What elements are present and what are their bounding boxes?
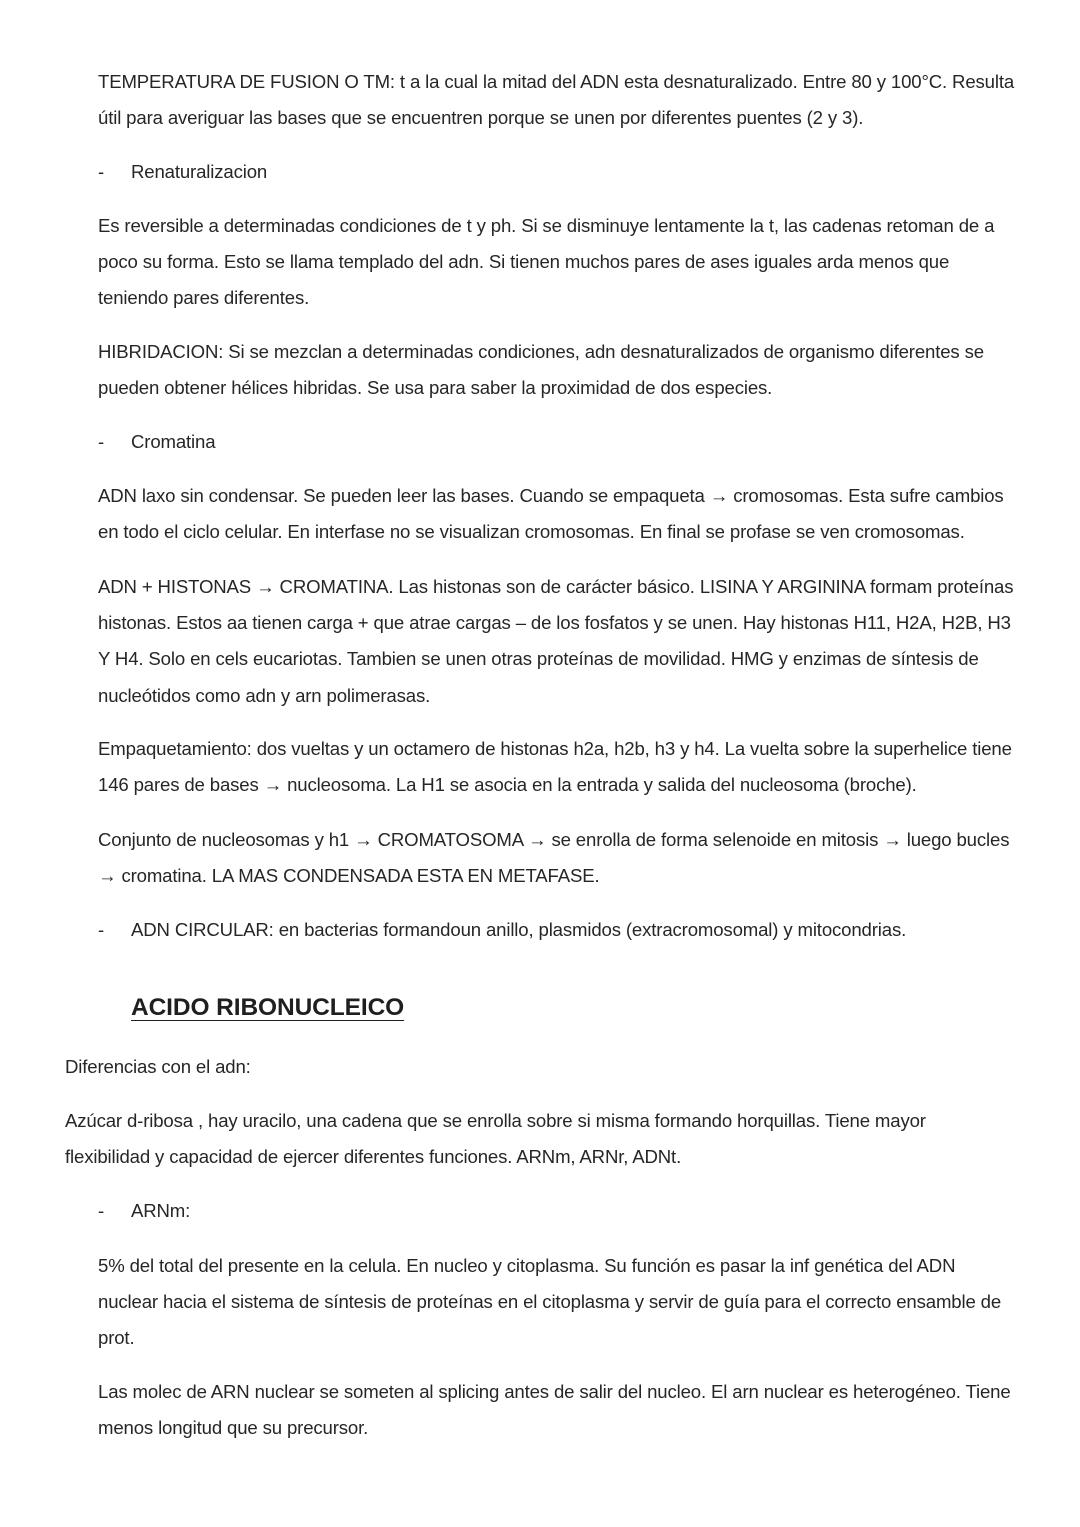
paragraph-hybridization: HIBRIDACION: Si se mezclan a determinadas condiciones, adn desnaturalizados de organismo diferentes se pueden obtener hélices hibridas. Se usa para saber la proximidad de dos especies. — [98, 341, 984, 399]
paragraph-chromatosome: Conjunto de nucleosomas y h1 → CROMATOSOMA → se enrolla de forma selenoide en mitosis → luego bucles → cromatina. LA MAS CONDENSADA ESTA EN METAFASE. — [98, 829, 1010, 887]
bullet-label: ADN CIRCULAR: en bacterias formandoun anillo, plasmidos (extracromosomal) y mitocondrias. — [131, 919, 907, 940]
paragraph-splicing: Las molec de ARN nuclear se someten al splicing antes de salir del nucleo. El arn nuclear es heterogéneo. Tiene menos longitud que su precursor. — [98, 1381, 1011, 1439]
paragraph-differences: Diferencias con el adn: — [65, 1056, 251, 1077]
bullet-arnm — [98, 1193, 190, 1229]
paragraph-packaging: Empaquetamiento: dos vueltas y un octamero de histonas h2a, h2b, h3 y h4. La vuelta sobre la superhelice tiene 146 pares de bases → nucleosoma. La H1 se asocia en la entrada y salida del nucleosoma (broche). — [98, 738, 1012, 796]
bullet-cromatina — [98, 424, 215, 460]
bullet-label: ARNm: — [131, 1200, 191, 1221]
paragraph-melting-temperature: TEMPERATURA DE FUSION O TM: t a la cual la mitad del ADN esta desnaturalizado. Entre 80 y 100°C. Resulta útil para averiguar las bases que se encuentren porque se unen por diferentes puentes (2 y 3). — [98, 71, 1015, 129]
section-heading-rna: ACIDO RIBONUCLEICO — [131, 994, 405, 1021]
bullet-label: Renaturalizacion — [131, 161, 268, 182]
paragraph-lax-dna: ADN laxo sin condensar. Se pueden leer las bases. Cuando se empaqueta → cromosomas. Esta sufre cambios en todo el ciclo celular. En interfase no se visualizan cromosomas. En final se profase se ven cromosomas. — [98, 485, 1004, 543]
bullet-dash: - — [98, 431, 105, 452]
paragraph-histones: ADN + HISTONAS → CROMATINA. Las histonas son de carácter básico. LISINA Y ARGININA formam proteínas histonas. Estos aa tienen carga + que atrae cargas – de los fosfatos y se unen. Hay histonas H11, H2A, H2B, H3 Y H4. Solo en cels eucariotas. Tambien se unen otras proteínas de movilidad. HMG y enzimas de síntesis de nucleótidos como adn y arn polimerasas. — [98, 576, 1014, 706]
bullet-dash: - — [98, 919, 105, 940]
paragraph-renaturalization: Es reversible a determinadas condiciones de t y ph. Si se disminuye lentamente la t, las cadenas retoman de a poco su forma. Esto se llama templado del adn. Si tienen muchos pares de ases iguales arda menos que teniendo pares diferentes. — [98, 215, 995, 309]
bullet-label: Cromatina — [131, 431, 216, 452]
bullet-dash: - — [98, 161, 105, 182]
bullet-dash: - — [98, 1200, 105, 1221]
paragraph-mrna-function: 5% del total del presente en la celula. En nucleo y citoplasma. Su función es pasar la inf genética del ADN nuclear hacia el sistema de síntesis de proteínas en el citoplasma y servir de guía para el correcto ensamble de prot. — [98, 1255, 1002, 1349]
bullet-circular-dna — [98, 912, 906, 948]
bullet-renaturalizacion — [98, 154, 267, 190]
paragraph-ribose: Azúcar d-ribosa , hay uracilo, una cadena que se enrolla sobre si misma formando horquillas. Tiene mayor flexibilidad y capacidad de ejercer diferentes funciones. ARNm, ARNr, ADNt. — [65, 1110, 926, 1168]
